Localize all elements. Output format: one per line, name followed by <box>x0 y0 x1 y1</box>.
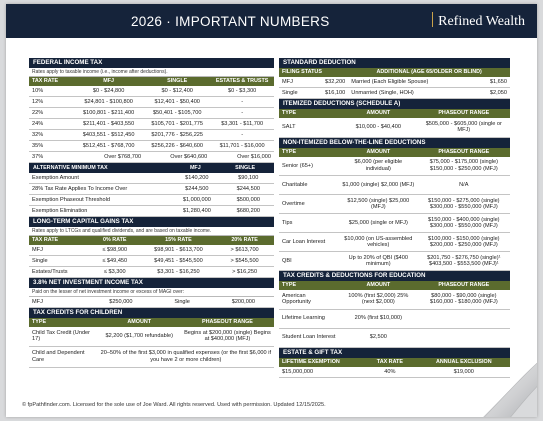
cell: 35% <box>29 141 73 152</box>
section-children-credits: TAX CREDITS FOR CHILDREN <box>29 308 274 318</box>
col-header: TYPE <box>29 318 98 327</box>
table-row <box>29 267 274 278</box>
cell: $3,301 - $11,700 <box>210 119 274 130</box>
section-federal-income-tax: FEDERAL INCOME TAX <box>29 58 274 68</box>
cell: Unmarried (Single, HOH) <box>348 88 475 99</box>
cell <box>418 328 510 347</box>
cell: $100,000 - $150,000 (single) $200,000 - $250,000 (MFJ) <box>418 233 510 252</box>
table-row <box>29 245 274 256</box>
cell: > $613,700 <box>215 245 274 256</box>
cell: Estates/Trusts <box>29 267 88 278</box>
col-header: ADDITIONAL (AGE 65/OLDER OR BLIND) <box>348 68 510 77</box>
children-credits-table <box>29 318 274 368</box>
amt-header-table <box>33 163 270 173</box>
cell: $16,100 <box>314 88 349 99</box>
col-header: PHASEOUT RANGE <box>418 148 510 157</box>
col-header: PHASEOUT RANGE <box>418 109 510 118</box>
page-title: 2026 · IMPORTANT NUMBERS <box>131 14 330 29</box>
table-row <box>29 256 274 267</box>
table-row <box>29 119 274 130</box>
cell: $80,000 - $90,000 (single) $160,000 - $180,000 (MFJ) <box>418 290 510 309</box>
table-row <box>29 173 274 184</box>
cell: Child and Dependent Care <box>29 346 98 367</box>
table-header-row <box>29 236 274 245</box>
cell: $1,000,000 <box>171 195 222 206</box>
cell: $1,000 (single) $2,000 (MFJ) <box>339 176 418 195</box>
section-niit: 3.8% NET INVESTMENT INCOME TAX <box>29 278 274 288</box>
table-row <box>279 328 510 347</box>
cell: $244,500 <box>171 184 222 195</box>
cell: $3,301 - $16,250 <box>142 267 216 278</box>
cell: Charitable <box>279 176 339 195</box>
col-header: ANNUAL EXCLUSION <box>418 358 510 367</box>
cell: $12,500 (single) $25,000 (MFJ) <box>339 195 418 214</box>
cell: Overtime <box>279 195 339 214</box>
col-header: MFJ <box>189 165 201 171</box>
cell: - <box>210 130 274 141</box>
cell: 40% <box>362 367 417 378</box>
cell: $250,000 <box>90 297 151 308</box>
col-header: AMOUNT <box>339 281 418 290</box>
cell: 20–50% of the first $3,000 in qualified expenses (or the first $6,000 if you have 2 or more children) <box>98 346 274 367</box>
col-header: TYPE <box>279 281 339 290</box>
cell: $0 - $3,300 <box>210 86 274 97</box>
col-header: AMOUNT <box>98 318 181 327</box>
cell: $403,551 - $512,450 <box>73 130 144 141</box>
cell: > $545,500 <box>215 256 274 267</box>
cell: $24,801 - $100,800 <box>73 97 144 108</box>
cell: > $16,250 <box>215 267 274 278</box>
cell: 100% (first $2,000) 25% (next $2,000) <box>339 290 418 309</box>
table-row <box>279 195 510 214</box>
table-row <box>279 252 510 271</box>
cell: MFJ <box>29 297 90 308</box>
table-row <box>279 233 510 252</box>
education-table <box>279 281 510 348</box>
amt-title: ALTERNATIVE MINIMUM TAX <box>33 165 108 171</box>
col-header: MFJ <box>73 77 144 86</box>
brand-name: Refined Wealth <box>438 14 525 29</box>
cell: $100,801 - $211,400 <box>73 108 144 119</box>
table-header-row <box>29 318 274 327</box>
col-header: 20% RATE <box>215 236 274 245</box>
table-header-row <box>29 77 274 86</box>
cell: $150,000 - $275,000 (single) $300,000 - $550,000 (MFJ) <box>418 195 510 214</box>
cell: $49,451 - $545,500 <box>142 256 216 267</box>
standard-deduction-table <box>279 68 510 99</box>
cell: $211,401 - $403,550 <box>73 119 144 130</box>
cell: Single <box>29 256 88 267</box>
cell: Student Loan Interest <box>279 328 339 347</box>
section-standard-deduction: STANDARD DEDUCTION <box>279 58 510 68</box>
section-education: TAX CREDITS & DEDUCTIONS FOR EDUCATION <box>279 271 510 281</box>
cell: $500,000 <box>223 195 274 206</box>
federal-income-tax-note: Rates apply to taxable income (i.e., income after deductions). <box>29 68 274 77</box>
table-row <box>279 88 510 99</box>
cell: Lifetime Learning <box>279 309 339 328</box>
federal-income-tax-table <box>29 77 274 163</box>
table-row <box>29 346 274 367</box>
table-header-row <box>279 281 510 290</box>
cell: $10,000 - $40,400 <box>339 118 418 137</box>
section-estate-gift: ESTATE & GIFT TAX <box>279 348 510 358</box>
cell: $32,200 <box>314 77 349 88</box>
col-header: SINGLE <box>235 165 256 171</box>
section-ltcg: LONG-TERM CAPITAL GAINS TAX <box>29 217 274 227</box>
cell: $75,000 - $175,000 (single) $150,000 - $250,000 (MFJ) <box>418 157 510 176</box>
table-header-row <box>279 148 510 157</box>
cell: $150,000 - $400,000 (single) $300,000 - $550,000 (MFJ) <box>418 214 510 233</box>
cell: Over $640,600 <box>144 152 210 163</box>
cell: Begins at $200,000 (single) Begins at $400,000 (MFJ) <box>181 327 274 346</box>
table-header-row <box>279 68 510 77</box>
cell: N/A <box>418 176 510 195</box>
table-row <box>279 309 510 328</box>
cell: $0 - $12,400 <box>144 86 210 97</box>
table-row <box>29 195 274 206</box>
cell: Child Tax Credit (Under 17) <box>29 327 98 346</box>
col-header: PHASEOUT RANGE <box>181 318 274 327</box>
niit-note: Paid on the lesser of net investment income or excess of MAGI over: <box>29 288 274 297</box>
col-header: FILING STATUS <box>279 68 348 77</box>
table-row <box>29 108 274 119</box>
table-row <box>29 97 274 108</box>
section-itemized-deductions: ITEMIZED DEDUCTIONS (SCHEDULE A) <box>279 99 510 109</box>
cell: $25,000 (single or MFJ) <box>339 214 418 233</box>
cell: 20% (first $10,000) <box>339 309 418 328</box>
section-amt <box>29 163 274 173</box>
ltcg-note: Rates apply to LTCGs and qualified dividends, and are based on taxable income. <box>29 227 274 236</box>
cell: $12,401 - $50,400 <box>144 97 210 108</box>
page-curl-icon[interactable] <box>471 349 537 417</box>
table-row <box>29 206 274 217</box>
cell: Tips <box>279 214 339 233</box>
col-header: ESTATES & TRUSTS <box>210 77 274 86</box>
page <box>6 4 537 417</box>
cell: $105,701 - $201,775 <box>144 119 210 130</box>
cell: Over $768,700 <box>73 152 144 163</box>
brand-divider <box>432 12 434 27</box>
cell: $15,000,000 <box>279 367 362 378</box>
header-bar <box>6 4 537 38</box>
table-row <box>279 214 510 233</box>
cell: Single <box>279 88 314 99</box>
non-itemized-table <box>279 148 510 272</box>
cell: $6,000 (per eligible individual) <box>339 157 418 176</box>
cell: $201,750 - $276,750 (single)¹ $403,500 - $553,500 (MFJ)¹ <box>418 252 510 271</box>
cell: $19,000 <box>418 367 510 378</box>
cell: $244,500 <box>223 184 274 195</box>
cell: $505,000 - $605,000 (single or MFJ) <box>418 118 510 137</box>
col-header: TAX RATE <box>362 358 417 367</box>
cell: ≤ $98,900 <box>88 245 142 256</box>
cell: $200,000 <box>213 297 274 308</box>
amt-header-row <box>33 163 270 173</box>
cell: Married (Each Eligible Spouse) <box>348 77 475 88</box>
cell: $90,100 <box>223 173 274 184</box>
cell: 32% <box>29 130 73 141</box>
col-header: AMOUNT <box>339 109 418 118</box>
amt-table <box>29 173 274 217</box>
col-header: LIFETIME EXEMPTION <box>279 358 362 367</box>
cell: MFJ <box>279 77 314 88</box>
table-row <box>29 297 274 308</box>
cell: $10,000 (on US-assembled vehicles) <box>339 233 418 252</box>
cell: $140,200 <box>171 173 222 184</box>
col-header: TYPE <box>279 148 339 157</box>
cell: MFJ <box>29 245 88 256</box>
col-header: PHASEOUT RANGE <box>418 281 510 290</box>
col-header: SINGLE <box>144 77 210 86</box>
cell: $680,200 <box>223 206 274 217</box>
cell: 22% <box>29 108 73 119</box>
section-non-itemized: NON-ITEMIZED BELOW-THE-LINE DEDUCTIONS <box>279 138 510 148</box>
table-row <box>279 77 510 88</box>
cell: $2,500 <box>339 328 418 347</box>
footer-copyright: © fpPathfinder.com. Licensed for the sole use of Joe Ward. All rights reserved. Used with permission. Updated 12/15/2025. <box>22 402 326 408</box>
col-header: 15% RATE <box>142 236 216 245</box>
cell: 12% <box>29 97 73 108</box>
table-row <box>29 141 274 152</box>
col-header: TAX RATE <box>29 77 73 86</box>
col-header: TYPE <box>279 109 339 118</box>
cell: Exemption Amount <box>29 173 171 184</box>
cell: 24% <box>29 119 73 130</box>
cell <box>418 309 510 328</box>
cell: Up to 20% of QBI ($400 minimum) <box>339 252 418 271</box>
col-header: TAX RATE <box>29 236 88 245</box>
table-row <box>29 86 274 97</box>
right-column <box>279 58 510 378</box>
cell: $98,901 - $613,700 <box>142 245 216 256</box>
ltcg-table <box>29 236 274 278</box>
table-row <box>279 118 510 137</box>
cell: American Opportunity <box>279 290 339 309</box>
cell: ≤ $49,450 <box>88 256 142 267</box>
cell: $1,650 <box>475 77 510 88</box>
cell: Exemption Phaseout Threshold <box>29 195 171 206</box>
cell: Over $16,000 <box>210 152 274 163</box>
table-header-row <box>279 109 510 118</box>
cell: QBI <box>279 252 339 271</box>
table-row <box>279 176 510 195</box>
cell: Single <box>152 297 213 308</box>
cell: SALT <box>279 118 339 137</box>
cell: 37% <box>29 152 73 163</box>
table-row <box>29 152 274 163</box>
col-header: AMOUNT <box>339 148 418 157</box>
cell: $2,050 <box>475 88 510 99</box>
cell: $256,226 - $640,600 <box>144 141 210 152</box>
cell: $11,701 - $16,000 <box>210 141 274 152</box>
cell: 28% Tax Rate Applies To Income Over <box>29 184 171 195</box>
brand-logo <box>432 12 525 30</box>
col-header: 0% RATE <box>88 236 142 245</box>
cell: 10% <box>29 86 73 97</box>
cell: $0 - $24,800 <box>73 86 144 97</box>
cell: $512,451 - $768,700 <box>73 141 144 152</box>
table-row <box>29 327 274 346</box>
cell: Senior (65+) <box>279 157 339 176</box>
cell: ≤ $3,300 <box>88 267 142 278</box>
cell: $50,401 - $105,700 <box>144 108 210 119</box>
table-row <box>29 184 274 195</box>
itemized-deductions-table <box>279 109 510 138</box>
niit-table <box>29 297 274 308</box>
cell: - <box>210 97 274 108</box>
table-row <box>29 130 274 141</box>
cell: Exemption Elimination <box>29 206 171 217</box>
cell: $2,200 ($1,700 refundable) <box>98 327 181 346</box>
left-column <box>29 58 274 368</box>
cell: $1,280,400 <box>171 206 222 217</box>
table-row <box>279 290 510 309</box>
cell: - <box>210 108 274 119</box>
table-row <box>279 157 510 176</box>
cell: $201,776 - $256,225 <box>144 130 210 141</box>
cell: Car Loan Interest <box>279 233 339 252</box>
